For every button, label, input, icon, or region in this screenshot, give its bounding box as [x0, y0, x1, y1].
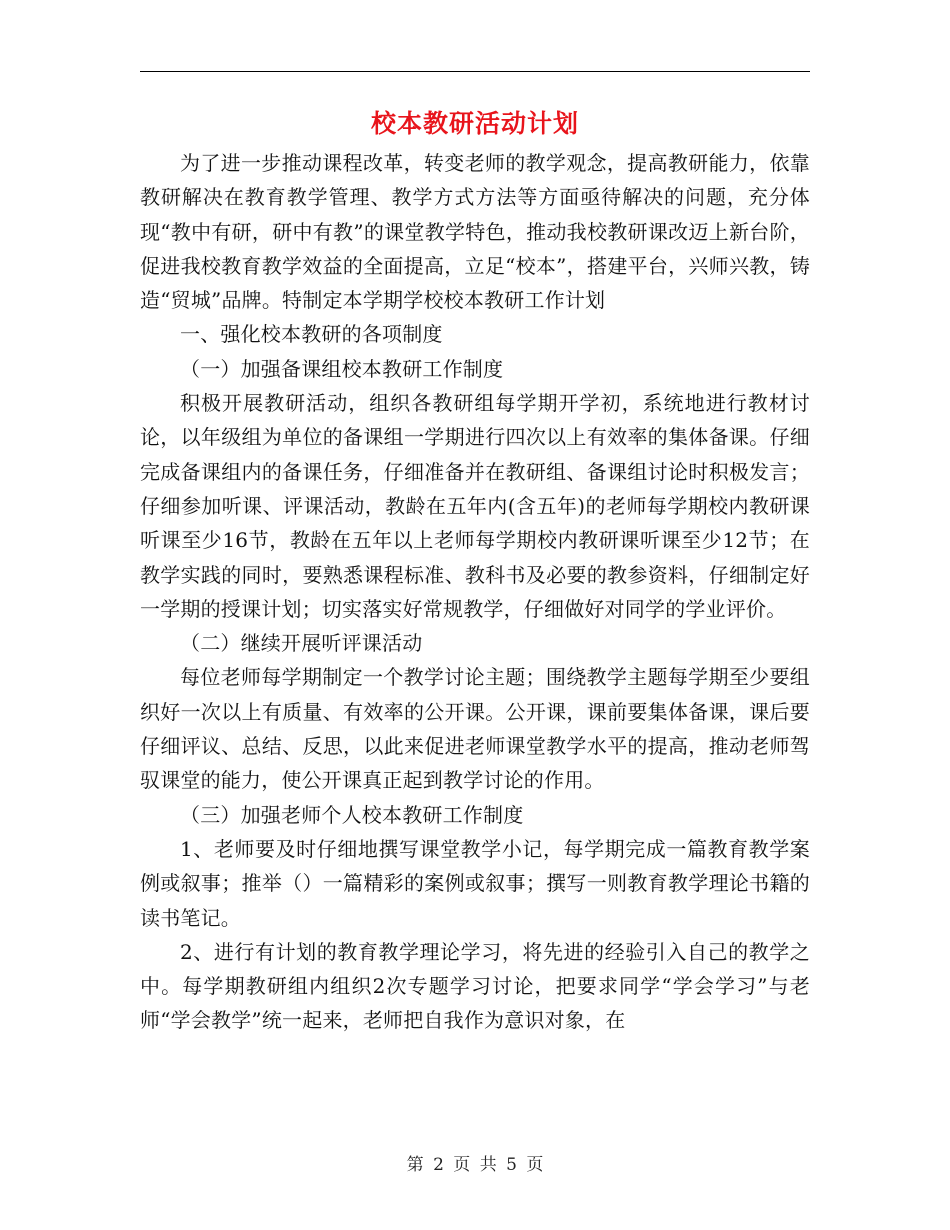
paragraph-lesson-prep: 积极开展教研活动，组织各教研组每学期开学初，系统地进行教材讨论，以年级组为单位的备课组一学期进行四次以上有效率的集体备课。仔细完成备课组内的备课任务，仔细准备并在教研组、备课组讨论时积极发言；仔细参加听课、评课活动，教龄在五年内(含五年)的老师每学期校内教研课听课至少16节，教龄在五年以上老师每学期校内教研课听课至少12节；在教学实践的同时，要熟悉课程标准、教科书及必要的教参资料，仔细制定好一学期的授课计划；切实落实好常规教学，仔细做好对同学的学业评价。 — [140, 391, 810, 621]
subsection-heading-3: （三）加强老师个人校本教研工作制度 — [180, 802, 524, 827]
subsection-heading-2: （二）继续开展听评课活动 — [180, 631, 423, 656]
section-heading-1: 一、强化校本教研的各项制度 — [180, 322, 443, 347]
document-body — [140, 146, 810, 1038]
page-number: 第 2 页 共 5 页 — [406, 1155, 544, 1175]
paragraph-open-class: 每位老师每学期制定一个教学讨论主题；围绕教学主题每学期至少要组织好一次以上有质量、有效率的公开课。公开课，课前要集体备课，课后要仔细评议、总结、反思，以此来促进老师课堂教学水平的提高，推动老师驾驭课堂的能力，使公开课真正起到教学讨论的作用。 — [140, 665, 810, 793]
paragraph-item-1: 1、老师要及时仔细地撰写课堂教学小记，每学期完成一篇教育教学案例或叙事；推举（）一篇精彩的案例或叙事；撰写一则教育教学理论书籍的读书笔记。 — [140, 836, 810, 930]
subsection-heading-1: （一）加强备课组校本教研工作制度 — [180, 356, 504, 381]
document-title: 校本教研活动计划 — [370, 109, 579, 138]
header-rule — [140, 71, 810, 72]
paragraph-intro: 为了进一步推动课程改革，转变老师的教学观念，提高教研能力，依靠教研解决在教育教学管理、教学方式方法等方面亟待解决的问题，充分体现“教中有研，研中有教”的课堂教学特色，推动我校教研课改迈上新台阶，促进我校教育教学效益的全面提高，立足“校本”，搭建平台，兴师兴教，铸造“贸城”品牌。特制定本学期学校校本教研工作计划 — [140, 151, 810, 313]
paragraph-item-2: 2、进行有计划的教育教学理论学习，将先进的经验引入自己的教学之中。每学期教研组内组织2次专题学习讨论，把要求同学“学会学习”与老师“学会教学”统一起来，老师把自我作为意识对象，在 — [140, 939, 810, 1033]
